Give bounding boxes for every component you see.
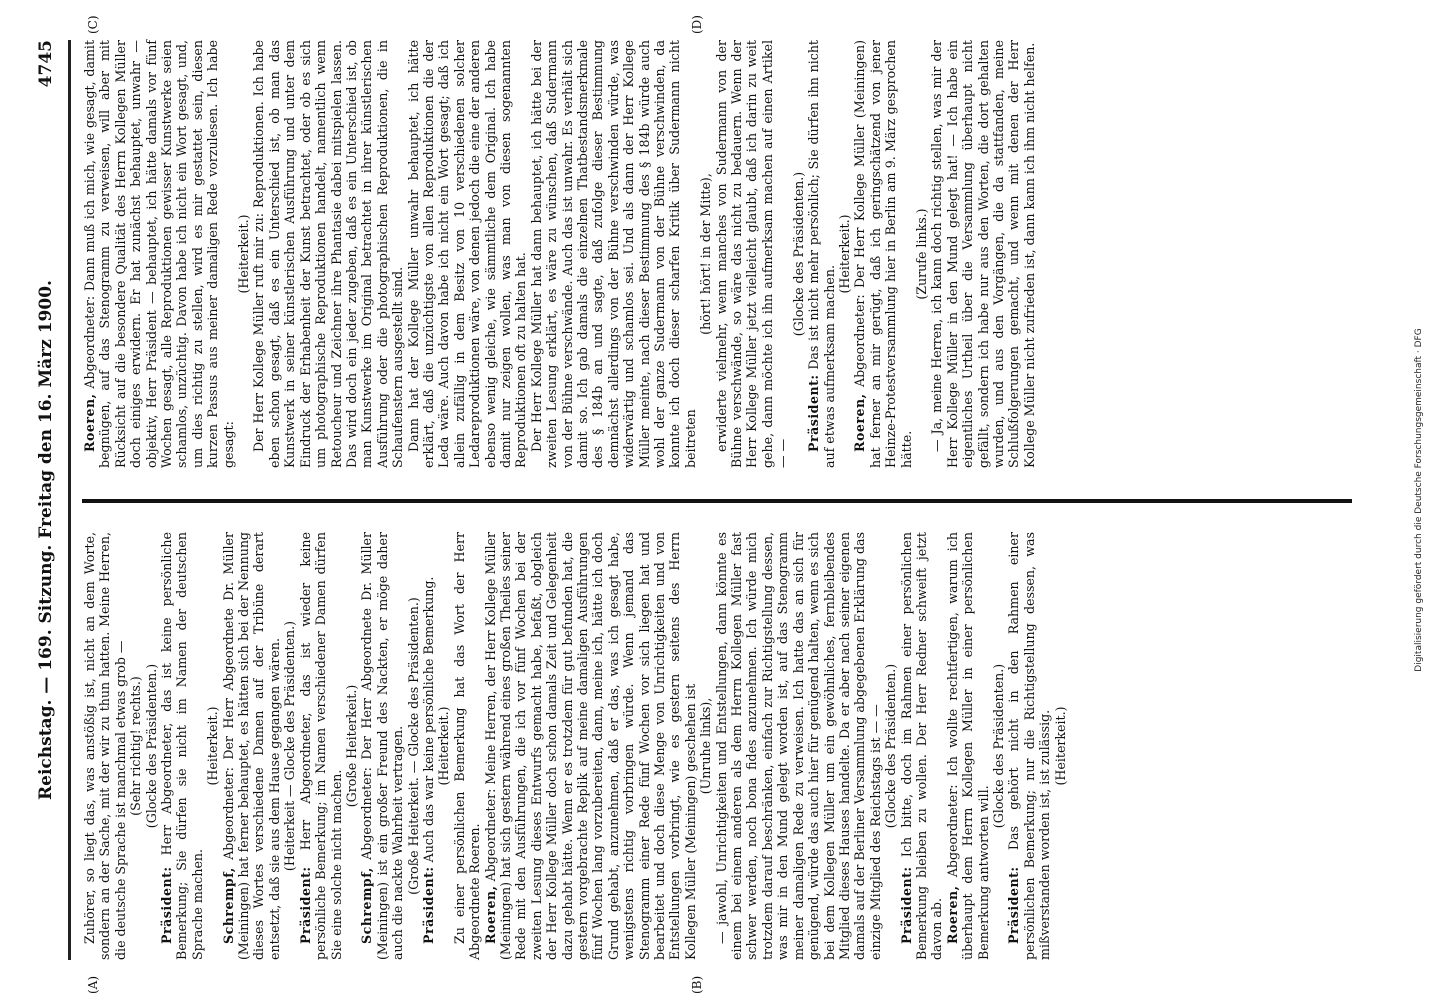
speaker-name: Präsident: — [898, 866, 914, 944]
paragraph-text: erwiderte vielmehr, wenn manches von Sudermann von der Bühne verschwände, so wäre das nicht zu bedauern. Wenn der Herr Kollege Müller jetzt vielleicht glaubt, daß ich darin zu weit gehe, dann möchte ich ihn aufmerksam machen auf einen Artikel — — — [713, 40, 791, 468]
paragraph-text: Das gehört nicht in den Rahmen einer persönlichen Bemerkung; nur die Richtigstellung dessen, was mißverstanden worden ist, ist zulässig. — [1006, 532, 1053, 960]
paragraph-text: Ich bitte, doch im Rahmen einer persönlichen Bemerkung bleiben zu wollen. Der Herr Redner schweift jetzt davon ab. — [898, 532, 945, 960]
stage-direction — [406, 532, 421, 960]
paragraph-text: (Große Heiterkeit. — Glocke des Präsidenten.) — [405, 597, 421, 895]
margin-marker-a: (A) — [86, 975, 100, 994]
paragraph-text: Abgeordneter: Ich wollte rechtfertigen, warum ich überhaupt dem Herrn Kollegen Müller in einer persönlichen Bemerkung antworten will. — [944, 532, 991, 960]
paragraph — [714, 532, 883, 960]
margin-marker-b: (B) — [690, 975, 704, 994]
speaker-name: Präsident: — [1006, 866, 1022, 944]
stage-direction — [914, 40, 929, 468]
column-divider — [82, 499, 1352, 503]
paragraph-text: Das ist nicht mehr persönlich; Sie dürfen ihn nicht auf etwas aufmerksam machen. — [806, 40, 837, 468]
paragraph-text: Zu einer persönlichen Bemerkung hat das Wort der Herr Abgeordnete Roeren. — [451, 532, 483, 960]
paragraph-text: (Heiterkeit.) — [836, 214, 852, 294]
stage-direction — [436, 532, 451, 960]
stage-direction — [791, 40, 806, 468]
stage-direction — [128, 532, 143, 960]
paragraph — [159, 532, 205, 960]
paragraph-text: (Heiterkeit.) — [205, 706, 221, 786]
stage-direction — [236, 40, 251, 468]
paragraph-text: — jawohl, Unrichtigkeiten und Entstellungen, dann könnte es einem bei einem anderen als dem Herrn Kollegen Müller fast schwer werden, noch bona fides anzunehmen. Ich würde mich trotzdem darauf beschränken, einfach zur Richtigstellung dessen, was mir in den Mund gelegt worden ist, auf das Stenogramm meiner damaligen Rede zu verweisen. Ich hatte das an sich für genügend, würde das auch hier für genügend halten, wenn es sich bei dem Kollegen Müller um ein gewöhnliches, fernbleibendes Mitglied dieses Hauses handelte. Da er aber nach seiner eigenen damals auf der Berliner Versammlung abgegebenen Erklärung das einzige Mitglied des Reichstags ist — — — [713, 532, 883, 960]
margin-marker-c: (C) — [86, 15, 100, 34]
paragraph-text: Auch das war keine persönliche Bemerkung. — [420, 576, 436, 867]
speaker-name: Roeren, — [852, 393, 868, 452]
stage-direction — [698, 532, 713, 960]
paragraph-text: Abgeordneter: Dann muß ich mich, wie gesagt, damit begnügen, auf das Stenogramm zu verweisen, will aber mit Rücksicht auf die besondere Qualität des Herrn Kollegen Müller doch einiges erwidern. Er hat zunächst behauptet, unwahr — objektiv, Herr Präsident — behauptet, ich hätte damals vor fünf Wochen gesagt, alle Reproduktionen gewisser Kunstwerke seien schamlos, unzüchtig. Davon habe ich nicht ein Wort gesagt, und, um dies richtig zu stellen, wird es mir gestattet sein, diesen kurzen Passus aus meiner damaligen Rede vorzulesen. Ich habe gesagt: — [82, 40, 236, 468]
left-column — [82, 532, 1068, 960]
paragraph — [359, 532, 405, 960]
paragraph-text: Dann hat der Kollege Müller unwahr behauptet, ich hätte erklärt, daß die unzüchtigste von allen Reproduktionen die der Leda wäre. Auch davon habe ich nicht ein Wort gesagt; daß ich allein zufällig in dem Besitz von 10 verschiedenen solcher Ledareproduktionen wäre, von denen jedoch die eine der anderen ebenso wenig gleiche, wie sämmtliche dem Original. Ich habe damit nur zeigen wollen, was man von diesen sogenannten Reproduktionen oft zu halten hat. — [405, 40, 529, 468]
paragraph-text: (Heiterkeit.) — [436, 706, 452, 786]
paragraph-text: Zuhörer, so liegt das, was anstößig ist, nicht an dem Worte, sondern an der Sache, mit der wir zu thun hatten. Meine Herren, die deutsche Sprache ist manchmal etwas grob — — [82, 532, 128, 960]
paragraph — [852, 40, 914, 468]
paragraph-text: (Unruhe links), — [698, 697, 714, 795]
paragraph — [452, 532, 483, 960]
stage-direction — [205, 532, 220, 960]
paragraph-text: Herr Abgeordneter, das ist keine persönliche Bemerkung; Sie dürfen sie nicht im Namen der deutschen Sprache machen. — [159, 532, 205, 960]
page-number: 4745 — [36, 40, 56, 88]
paragraph — [251, 40, 405, 468]
paragraph — [945, 532, 991, 960]
paragraph — [529, 40, 698, 468]
paragraph-text: (Sehr richtig! rechts.) — [128, 676, 144, 816]
paragraph-text: (Heiterkeit — Glocke des Präsidenten.) — [282, 620, 298, 872]
paragraph-text: Der Herr Kollege Müller hat dann behauptet, ich hätte bei der zweiten Lesung erklärt, es wäre zu wünschen, daß Sudermann von der Bühne verschwände. Auch das ist unwahr. Es verhält sich damit so. Ich gab damals die einzelnen Thatbestandsmerkmale des § 184b an und sagte, daß zufolge dieser Bestimmung demnächst allerdings von der Bühne verschwinden würde, was widerwärtig und schamlos sei. Und als dann der Herr Kollege Müller meinte, nach dieser Bestimmung des § 184b würde auch wohl der ganze Sudermann von der Bühne verschwinden, da konnte ich doch dieser scharfen Kritik über Sudermann nicht beitreten — [528, 40, 698, 468]
stage-direction — [883, 532, 898, 960]
paragraph — [406, 40, 529, 468]
paragraph-text: Abgeordneter: Der Herr Abgeordnete Dr. Müller (Meiningen) hat ferner behauptet, es hätten sich bei der Nennung dieses Wortes verschiedene Damen auf der Tribüne derart entsetzt, daß sie aus dem Hause gegangen wären. — [220, 532, 282, 960]
paragraph-text: (Zurufe links.) — [913, 208, 929, 300]
paragraph — [714, 40, 791, 468]
paragraph-text: Der Herr Kollege Müller ruft mir zu: Reproduktionen. Ich habe eben schon gesagt, daß es ein Unterschied ist, ob man das Kunstwerk in seiner künstlerischen Ausführung und unter dem Eindruck der Erhabenheit der Kunst betrachtet, oder ob es sich um photographische Reproduktionen handelt, namentlich wenn Retoucheur und Zeichner ihre Phantasie dabei mitspielen lassen. Das wird doch ein jeder zugeben, daß es ein Unterschied ist, ob man Kunstwerke im Original betrachtet in ihrer künstlerischen Ausführung oder die photographischen Reproduktionen, die in Schaufenstern ausgestellt sind. — [251, 40, 406, 468]
paragraph — [483, 532, 699, 960]
speaker-name: Präsident: — [159, 866, 175, 944]
paragraph — [899, 532, 945, 960]
stage-direction — [698, 40, 713, 468]
digitization-credit: Digitalisierung gefördert durch die Deutsche Forschungsgemeinschaft · DFG — [1414, 328, 1424, 672]
paragraph — [806, 40, 837, 468]
stage-direction — [1053, 532, 1068, 960]
speaker-name: Roeren, — [482, 885, 498, 944]
paragraph-text: Abgeordneter: Der Herr Kollege Müller (Meiningen) hat ferner an mir gerügt, daß ich geringschätzend von jener Heinze-Protestversammlung hier in Berlin am 9. März gesprochen hätte. — [852, 40, 914, 468]
paragraph-text: (Glocke des Präsidenten.) — [990, 663, 1006, 829]
paragraph-text: (Glocke des Präsidenten.) — [790, 171, 806, 337]
paragraph-text: Abgeordneter: Meine Herren, der Herr Kollege Müller (Meiningen) hat sich gestern während eines großen Theiles seiner Rede mit den Ausführungen, die ich vor fünf Wochen bei der zweiten Lesung dieses Entwurfs gemacht habe, befaßt, obgleich der Herr Kollege Müller doch schon damals Zeit und Gelegenheit dazu gehabt hätte. Wenn er es trotzdem für gut befunden hat, die gestern vorgebrachte Replik auf meine damaligen Ausführungen fünf Wochen lang vorzubereiten, dann, meine ich, hätte ich doch Grund gehabt, anzunehmen, daß er das, was ich gesagt habe, wenigstens richtig vorbringen würde. Wenn jemand das Stenogramm einer Rede fünf Wochen vor sich liegen hat und bearbeitet und doch diese Menge von Unrichtigkeiten und von Entstellungen vorbringt, wie es gestern seitens des Herrn Kollegen Müller (Meiningen) geschehen ist — [482, 532, 698, 960]
paragraph — [298, 532, 344, 960]
paragraph — [221, 532, 283, 960]
paragraph — [929, 40, 1037, 468]
paragraph — [82, 40, 236, 468]
right-column — [82, 40, 1037, 468]
paragraph-text: Abgeordneter: Der Herr Abgeordnete Dr. Müller (Meiningen) ist ein großer Freund des Nackten, er möge daher auch die nackte Wahrheit vertragen. — [359, 532, 406, 960]
paragraph-text: (Heiterkeit.) — [1052, 706, 1068, 786]
speaker-name: Schrempf, — [359, 867, 375, 944]
paragraph-text: (Heiterkeit.) — [236, 214, 252, 294]
header-rule — [68, 40, 71, 960]
paragraph-text: Herr Abgeordneter, das ist wieder keine persönliche Bemerkung; im Namen verschiedener Damen dürfen Sie eine solche nicht machen. — [297, 532, 344, 960]
stage-direction — [344, 532, 359, 960]
paragraph — [1006, 532, 1052, 960]
stage-direction — [144, 532, 159, 960]
paragraph-text: (hört! hört! in der Mitte), — [698, 173, 714, 335]
margin-marker-d: (D) — [690, 15, 704, 34]
speaker-name: Schrempf, — [220, 867, 236, 944]
speaker-name: Präsident: — [806, 374, 822, 452]
speaker-name: Präsident: — [420, 866, 436, 944]
paragraph — [421, 532, 436, 960]
paragraph — [82, 532, 128, 960]
speaker-name: Präsident: — [297, 866, 313, 944]
stage-direction — [837, 40, 852, 468]
page-header — [36, 40, 62, 960]
running-title: Reichstag. — 169. Sitzung. Freitag den 16. März 1900. — [36, 280, 56, 800]
paragraph-text: — Ja, meine Herren, ich kann doch richtig stellen, was mir der Herr Kollege Müller in den Mund gelegt hat! — Ich habe ein eigentliches Urtheil über die Versammlung überhaupt nicht gefällt, sondern ich habe nur aus den Worten, die dort gehalten wurden, und aus den Vorgängen, die da stattfanden, meine Schlußfolgerungen gemacht, und wenn mit denen der Herr Kollege Müller nicht zufrieden ist, dann kann ich ihm nicht helfen. — [929, 40, 1037, 468]
speaker-name: Roeren, — [82, 393, 97, 452]
stage-direction — [991, 532, 1006, 960]
stage-direction — [282, 532, 297, 960]
paragraph-text: (Glocke des Präsidenten.) — [883, 663, 899, 829]
paragraph-text: (Glocke des Präsidenten.) — [143, 663, 159, 829]
paragraph-text: (Große Heiterkeit.) — [343, 684, 359, 808]
speaker-name: Roeren, — [944, 885, 960, 944]
